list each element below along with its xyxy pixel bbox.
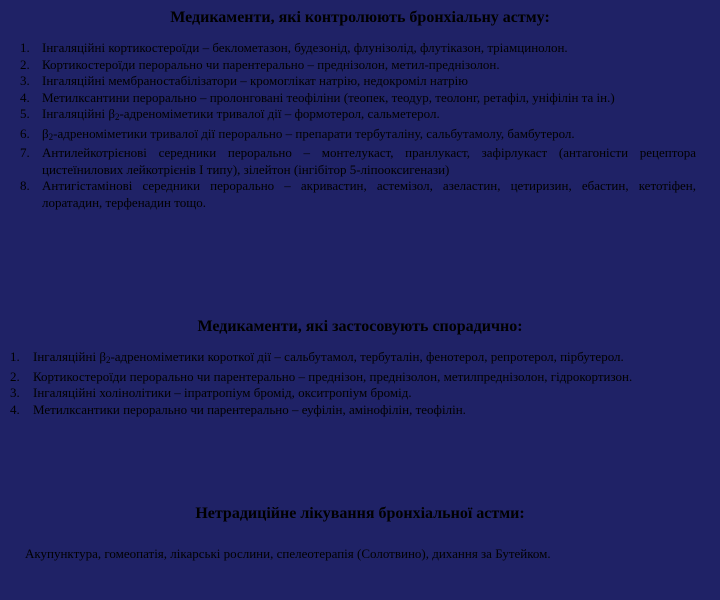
list-item-text: β	[42, 125, 49, 141]
list-item-number: 8.	[20, 178, 30, 193]
list-item-text: Кортикостероїди перорально чи парентерально – преднізон, преднізолон, метилпреднізолон, гідрокортизон.	[33, 368, 633, 384]
subscript: 2	[105, 355, 111, 365]
list-item-text: -адреноміметики короткої дії – сальбутамол, тербуталін, фенотерол, репротерол, пірбутерол.	[110, 349, 624, 364]
subscript: 2	[114, 112, 120, 122]
list-item	[20, 106, 696, 126]
subscript: 2	[48, 131, 54, 142]
list-item-number: 3.	[20, 73, 30, 88]
list-item	[20, 145, 696, 178]
list-item-text: Інгаляційні β	[33, 349, 106, 364]
list-item-text: Кортикостероїди перорально чи парентерально – преднізолон, метил-преднізолон.	[42, 56, 500, 72]
list-item	[20, 40, 696, 57]
sporadic-list	[10, 349, 705, 418]
list-item	[10, 349, 705, 369]
section-title-controllers: Медикаменти, які контролюють бронхіальну астму:	[170, 9, 550, 26]
list-item	[20, 125, 696, 146]
list-item-text: Метилксантини перорально – пролонговані теофіліни (теопек, теодур, теолонг, ретафіл, уніфілін та ін.)	[42, 89, 615, 105]
list-item-number: 5.	[20, 106, 30, 121]
list-item	[20, 73, 696, 90]
section-title-nontraditional: Нетрадиційне лікування бронхіальної астми:	[195, 505, 525, 522]
list-item-number: 3.	[10, 385, 20, 400]
list-item-text: Антилейкотрієнові середники перорально – монтелукаст, пранлукаст, зафірлукаст (антагоністи рецептора цистеїнилових лейкотрієнів І типу), зілейтон (інгібітор 5-ліпооксигенази)	[42, 145, 696, 177]
list-item	[10, 385, 705, 402]
list-item	[20, 89, 696, 107]
list-item-text: Інгаляційні холінолітики – іпратропіум бромід, окситропіум бромід.	[33, 385, 412, 400]
list-item	[10, 401, 705, 419]
list-item-text: Антигістамінові середники перорально – акривастин, астемізол, азеластин, цетиризин, ебастин, кетотіфен, лоратадин, терфенадин тощо.	[42, 178, 696, 210]
list-item-number: 2.	[10, 368, 20, 384]
list-item-number: 4.	[10, 401, 20, 417]
list-item-text: -адреноміметики тривалої дії – формотерол, сальметерол.	[119, 106, 440, 121]
section-title-sporadic: Медикаменти, які застосовують спорадично:	[197, 318, 523, 335]
list-item	[10, 368, 705, 386]
list-item-number: 1.	[20, 40, 30, 55]
nontraditional-text: Акупунктура, гомеопатія, лікарські рослини, спелеотерапія (Солотвино), дихання за Бутейком.	[25, 546, 551, 561]
list-item-text: Метилксантики перорально чи парентерально – еуфілін, амінофілін, теофілін.	[33, 401, 466, 417]
list-item-number: 2.	[20, 56, 30, 72]
list-item-text: Інгаляційні мембраностабілізатори – кромоглікат натрію, недокроміл натрію	[42, 73, 468, 88]
list-item-number: 1.	[10, 349, 20, 364]
list-item	[20, 178, 696, 211]
list-item-text: Інгаляційні кортикостероїди – беклометазон, будезонід, флунізолід, флутіказон, тріамцинолон.	[42, 40, 568, 55]
list-item-text: -адреноміметики тривалої дії перорально – препарати тербуталіну, сальбутамолу, бамбутерол.	[53, 125, 575, 141]
list-item	[20, 56, 696, 74]
list-item-number: 7.	[20, 145, 30, 160]
list-item-number: 4.	[20, 89, 30, 105]
controllers-list	[20, 40, 696, 211]
list-item-text: Інгаляційні β	[42, 106, 115, 121]
list-item-number: 6.	[20, 125, 30, 141]
